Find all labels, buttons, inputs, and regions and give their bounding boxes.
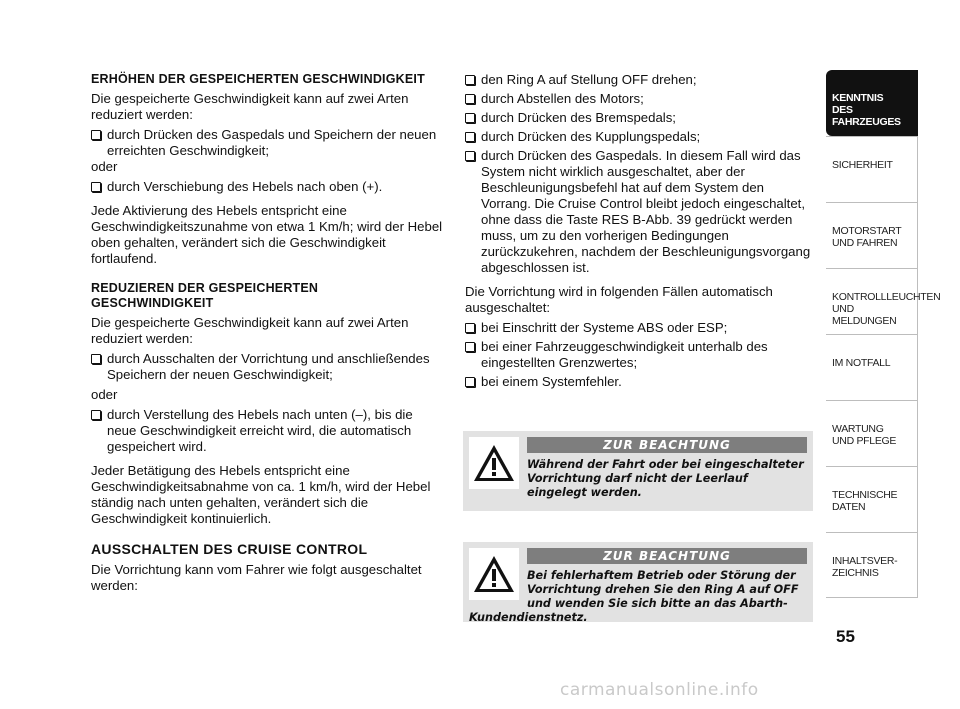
tab-im-notfall[interactable]: IM NOTFALL	[826, 334, 918, 400]
checkbox-bullet-icon	[91, 354, 101, 364]
checkbox-bullet-icon	[465, 323, 475, 333]
warning-triangle-icon	[472, 554, 516, 594]
list-item: durch Verstellung des Hebels nach unten (–), bis die neue Geschwindigkeit erreicht wird, die automatisch gespeichert wird.	[91, 407, 443, 455]
chapter-tabs	[826, 70, 941, 598]
tab-kenntnis[interactable]: KENNTNIS DES FAHRZEUGES	[826, 70, 918, 136]
list-item: durch Drücken des Bremspedals;	[465, 110, 817, 126]
checkbox-bullet-icon	[91, 130, 101, 140]
warning-note-2	[463, 542, 813, 622]
heading-cruise-control-off: AUSSCHALTEN DES CRUISE CONTROL	[91, 541, 368, 557]
note-text: Während der Fahrt oder bei eingeschalteter Vorrichtung darf nicht der Leerlauf eingelegt werden.	[527, 458, 804, 499]
list-item: bei einem Systemfehler.	[465, 374, 817, 390]
list-item: bei einer Fahrzeuggeschwindigkeit unterhalb des eingestellten Grenzwertes;	[465, 339, 817, 371]
tab-motorstart[interactable]: MOTORSTART UND FAHREN	[826, 202, 918, 268]
heading-reduce-speed: REDUZIEREN DER GESPEICHERTEN GESCHWINDIGKEIT	[91, 281, 319, 310]
checkbox-bullet-icon	[465, 377, 475, 387]
list-item: durch Ausschalten der Vorrichtung und anschließendes Speichern der neuen Geschwindigkeit;	[91, 351, 443, 383]
paragraph: Die gespeicherte Geschwindigkeit kann auf zwei Arten reduziert werden:	[91, 91, 409, 122]
checkbox-bullet-icon	[91, 410, 101, 420]
watermark: carmanualsonline.info	[560, 680, 759, 700]
note-title-bar: ZUR BEACHTUNG	[527, 437, 807, 453]
tab-technische-daten[interactable]: TECHNISCHE DATEN	[826, 466, 918, 532]
checkbox-bullet-icon	[465, 75, 475, 85]
paragraph: Die gespeicherte Geschwindigkeit kann auf zwei Arten reduziert werden:	[91, 315, 409, 346]
checkbox-bullet-icon	[465, 151, 475, 161]
list-item: bei Einschritt der Systeme ABS oder ESP;	[465, 320, 817, 336]
list-item: durch Abstellen des Motors;	[465, 91, 817, 107]
middle-column	[465, 72, 817, 394]
left-column	[91, 72, 443, 598]
tab-inhaltsverzeichnis[interactable]: INHALTSVER- ZEICHNIS	[826, 532, 918, 598]
list-item: durch Verschiebung des Hebels nach oben (+).	[91, 179, 443, 195]
list-item: durch Drücken des Gaspedals. In diesem Fall wird das System nicht wirklich ausgeschaltet, aber der Beschleunigungsbefehl hat auf dem System den Vorrang. Die Cruise Control bleibt jedoch eingeschaltet, ohne dass die Taste RES B-Abb. 39 gedrückt werden muss, um zu den vorherigen Bedingungen zurückzukehren, nachdem der Beschleunigungsvorgang abgeschlossen ist.	[465, 148, 817, 276]
note-title-bar: ZUR BEACHTUNG	[527, 548, 807, 564]
tab-kontrollleuchten[interactable]: KONTROLLLEUCHTEN UND MELDUNGEN	[826, 268, 918, 334]
checkbox-bullet-icon	[465, 132, 475, 142]
page-number: 55	[836, 627, 855, 646]
checkbox-bullet-icon	[465, 94, 475, 104]
warning-icon-box	[469, 548, 519, 600]
list-item: durch Drücken des Gaspedals und Speichern der neuen erreichten Geschwindigkeit;	[91, 127, 443, 159]
paragraph: Die Vorrichtung wird in folgenden Fällen automatisch ausgeschaltet:	[465, 284, 773, 315]
list-item: den Ring A auf Stellung OFF drehen;	[465, 72, 817, 88]
note-text: Bei fehlerhaftem Betrieb oder Störung der Vorrichtung drehen Sie den Ring A auf OFF und wenden Sie sich bitte an das Abarth-Kundendienstnetz.	[469, 569, 799, 624]
warning-triangle-icon	[472, 443, 516, 483]
checkbox-bullet-icon	[91, 182, 101, 192]
tab-sicherheit[interactable]: SICHERHEIT	[826, 136, 918, 202]
tab-wartung[interactable]: WARTUNG UND PFLEGE	[826, 400, 918, 466]
heading-increase-speed: ERHÖHEN DER GESPEICHERTEN GESCHWINDIGKEIT	[91, 72, 425, 86]
list-item: durch Drücken des Kupplungspedals;	[465, 129, 817, 145]
paragraph: Jede Aktivierung des Hebels entspricht eine Geschwindigkeitszunahme von etwa 1 Km/h; wird der Hebel oben gehalten, verändert sich die Geschwindigkeit fortlaufend.	[91, 203, 443, 266]
paragraph: Jeder Betätigung des Hebels entspricht eine Geschwindigkeitsabnahme von ca. 1 km/h, wird der Hebel ständig nach unten gehalten, verändert sich die Geschwindigkeit kontinuierlich.	[91, 463, 431, 526]
checkbox-bullet-icon	[465, 113, 475, 123]
oder-text: oder	[91, 387, 118, 402]
warning-icon-box	[469, 437, 519, 489]
paragraph: Die Vorrichtung kann vom Fahrer wie folgt ausgeschaltet werden:	[91, 562, 422, 593]
warning-note-1	[463, 431, 813, 511]
oder-text: oder	[91, 159, 118, 174]
checkbox-bullet-icon	[465, 342, 475, 352]
